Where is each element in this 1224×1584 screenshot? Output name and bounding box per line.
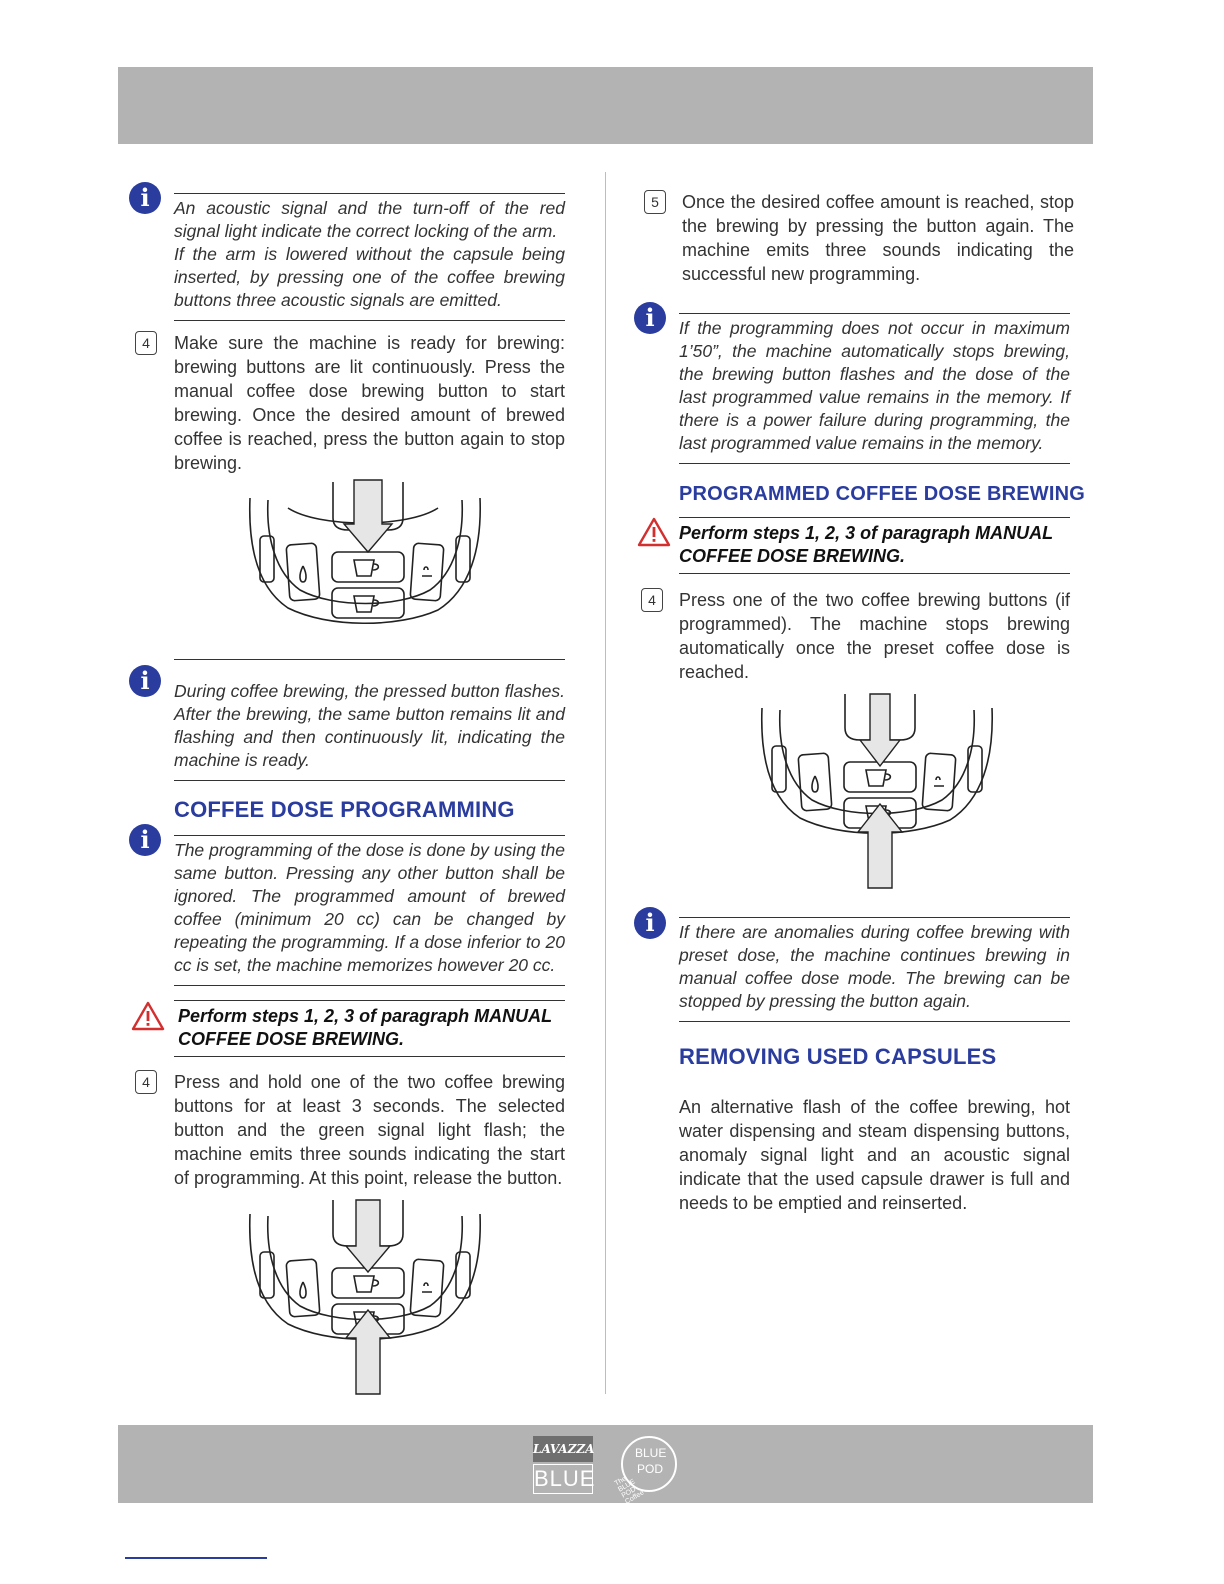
warning-note-perform-steps: Perform steps 1, 2, 3 of paragraph MANUAL COFFEE DOSE BREWING. <box>679 517 1070 574</box>
machine-panel-illustration <box>238 1198 492 1398</box>
column-divider <box>605 172 606 1394</box>
section-heading-removing-used-capsules: REMOVING USED CAPSULES <box>679 1044 997 1069</box>
step-text: Make sure the machine is ready for brewing: brewing buttons are lit continuously. Press the manual coffee dose brewing button to start brewing. Once the desired amount of brewed coffee is reached, press the button again to stop brewing. <box>174 333 565 473</box>
step-text: Press and hold one of the two coffee brewing buttons for at least 3 seconds. The selected button and the green signal light flash; the machine emits three sounds indicating the start of programming. At this point, release the button. <box>174 1072 565 1188</box>
info-note-programming: The programming of the dose is done by using the same button. Pressing any other button shall be ignored. The programmed amount of brewed coffee (minimum 20 cc) can be changed by repeating the programming. If a dose inferior to 20 cc is set, the machine memorizes however 20 cc. <box>174 835 565 986</box>
bluepod-tagline: The BLUE POD Coffee Co. <box>613 1475 646 1512</box>
removing-capsules-text: An alternative flash of the coffee brewing, hot water dispensing and steam dispensing buttons, anomaly signal light and an acoustic signal indicate that the used capsule drawer is full and needs to be emptied and reinserted. <box>679 1097 1070 1213</box>
machine-panel-illustration <box>750 692 1004 892</box>
warning-icon <box>131 1001 165 1031</box>
step-number-badge: 4 <box>135 331 157 355</box>
info-icon: i <box>634 302 666 334</box>
bluepod-line2: POD <box>637 1462 664 1476</box>
step-number-badge: 4 <box>135 1070 157 1094</box>
step-number-badge: 5 <box>644 190 666 214</box>
step-text: Press one of the two coffee brewing buttons (if programmed). The machine stops brewing automatically once the preset coffee dose is reached. <box>679 590 1070 682</box>
lavazza-blue-logo <box>533 1436 596 1494</box>
note-line: An acoustic signal and the turn-off of the red signal light indicate the correct locking of the arm. <box>174 198 565 241</box>
footer-rule <box>125 1557 267 1559</box>
machine-panel-illustration <box>238 478 492 638</box>
info-note-programming-timeout: If the programming does not occur in maximum 1’50”, the machine automatically stops brewing, the brewing button flashes and the dose of the last programmed value remains in the memory. If there is a power failure during programming, the last programmed value remains in the memory. <box>679 313 1070 464</box>
info-note-anomalies: If there are anomalies during coffee brewing with preset dose, the machine continues brewing in manual coffee dose mode. The brewing can be stopped by pressing the button again. <box>679 917 1070 1022</box>
warning-note-perform-steps: Perform steps 1, 2, 3 of paragraph MANUAL COFFEE DOSE BREWING. <box>174 1000 565 1057</box>
lavazza-wordmark: LAVAZZA <box>533 1436 593 1462</box>
section-heading-coffee-dose-programming: COFFEE DOSE PROGRAMMING <box>174 797 515 822</box>
step-text: Once the desired coffee amount is reached, stop the brewing by pressing the button again. The machine emits three sounds indicating the successful new programming. <box>682 192 1074 284</box>
warning-icon <box>637 517 671 547</box>
info-icon: i <box>634 907 666 939</box>
note-line: If the arm is lowered without the capsule being inserted, by pressing one of the coffee brewing buttons three acoustic signals are emitted. <box>174 244 565 310</box>
info-icon: i <box>129 824 161 856</box>
bluepod-line1: BLUE <box>635 1446 667 1460</box>
step-number-badge: 4 <box>641 588 663 612</box>
info-icon: i <box>129 665 161 697</box>
footer-band <box>118 1425 1093 1503</box>
info-note-brewing-flash: During coffee brewing, the pressed button flashes. After the brewing, the same button remains lit and flashing and then continuously lit, indicating the machine is ready. <box>174 659 565 781</box>
blue-wordmark: BLUE <box>533 1464 593 1494</box>
section-heading-programmed-coffee-dose-brewing: PROGRAMMED COFFEE DOSE BREWING <box>679 483 1086 505</box>
header-band <box>118 67 1093 144</box>
info-note-arm-locking <box>174 193 565 321</box>
info-icon: i <box>129 182 161 214</box>
